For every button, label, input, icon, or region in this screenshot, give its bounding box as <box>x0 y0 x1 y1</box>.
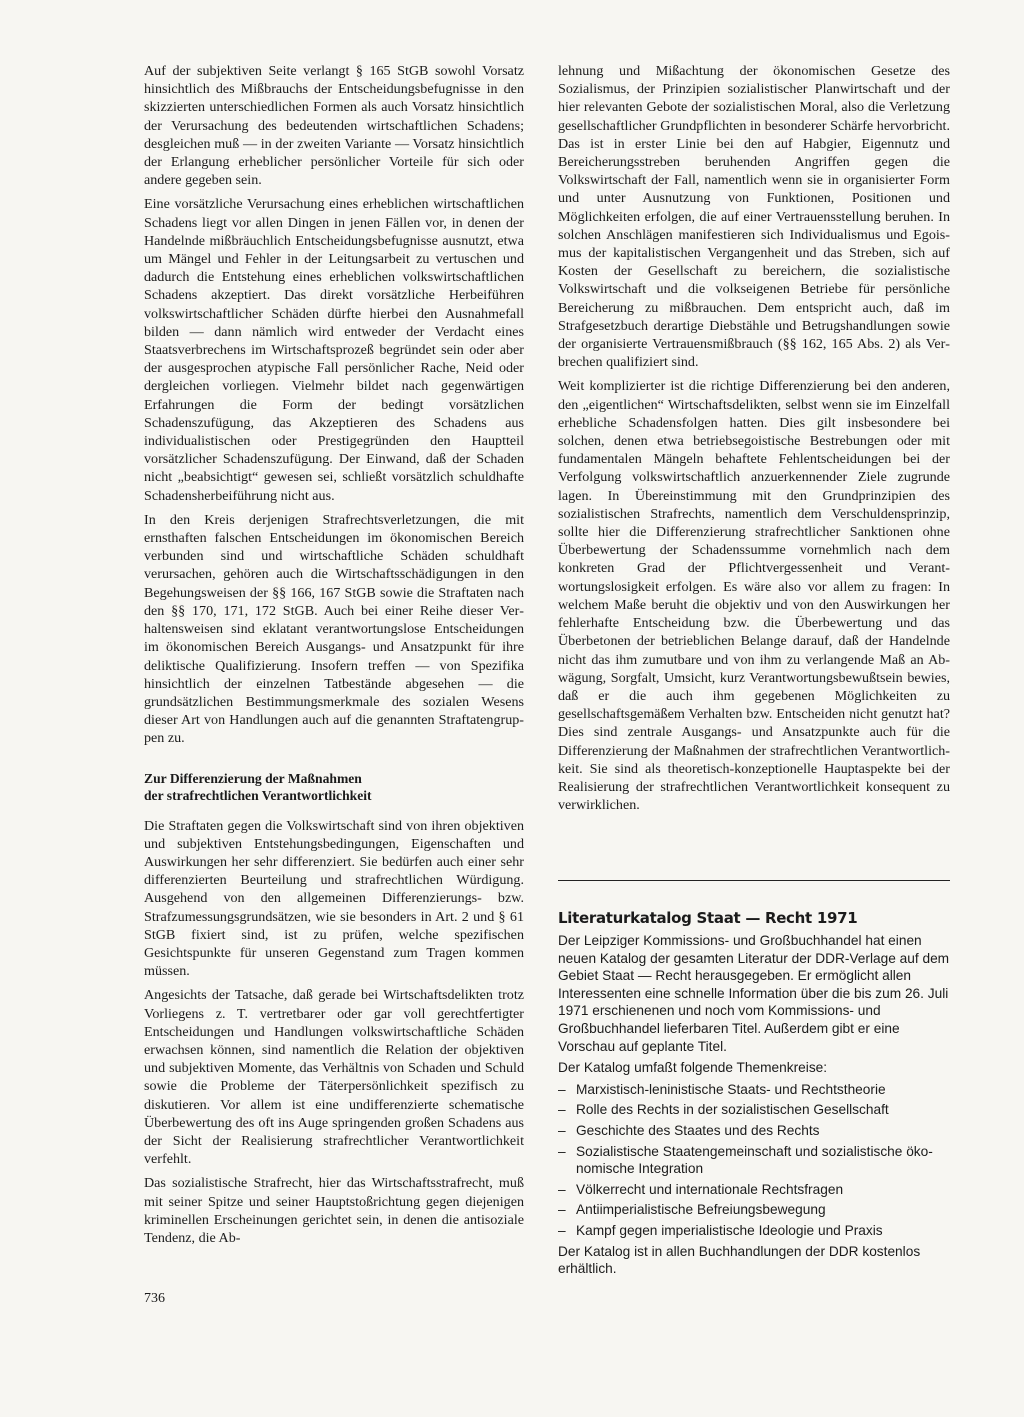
paragraph: Angesichts der Tatsache, daß gerade bei Wirtschaftsdelikten trotz Vorliegens z. T. vertretbarer oder gar voll gerechtfertigter Entscheidungen und Handlungen volkswirtschaftliche Schäden erwachsen können, sind namentlich die Relation der objektiven und subjektiven Momente, das Verhältnis von Schaden und Schuld sowie die Probleme der Täterpersönlichkeit spezifisch zu diskutieren. Vor allem ist eine undifferenzierte schematische Überbewertung des oft ins Auge springenden großen Schadens aus der Sicht der Realisierung strafrechtlicher Verantwortlichkeit verfehlt. <box>144 987 524 1168</box>
notice-closing: Der Katalog ist in allen Buchhandlungen der DDR kostenlos erhältlich. <box>558 1243 921 1277</box>
notice-topics-label: Der Katalog umfaßt folgende Themenkreise: <box>558 1060 828 1076</box>
page-number: 736 <box>144 1291 165 1306</box>
list-item: – Marxistisch-leninistische Staats- und Rechtstheorie <box>558 1081 950 1099</box>
list-item: – Sozialistische Staatengemeinschaft und sozialistische ökonomische Integration <box>558 1143 950 1178</box>
paragraph: Auf der subjektiven Seite verlangt § 165 StGB sowohl Vorsatz hinsichtlich des Mißbrauchs der Entscheidungsbefugnisse in den skizzierten unterschiedlichen Formen als auch Vorsatz hinsichtlich der Verursachung des bedeutenden wirtschaftlichen Schadens; desgleichen muß — in der zweiten Variante — Vorsatz hinsichtlich der Erlangung erheblicher persönlicher Vorteile für sich oder andere gegeben sein. <box>144 63 524 189</box>
notice-title: Literaturkatalog Staat — Recht 1971 <box>558 909 858 927</box>
paragraph: Das sozialistische Strafrecht, hier das Wirtschaftsstrafrecht, muß mit seiner Spitze und seiner Hauptstoßrichtung gegen diejenigen kriminellen Erscheinungen gerichtet sein, in denen die antisoziale Tendenz, die Ab- <box>144 1175 524 1246</box>
list-item: – Kampf gegen imperialistische Ideologie und Praxis <box>558 1222 950 1240</box>
list-item: – Antiimperialistische Befreiungsbewegung <box>558 1201 950 1219</box>
paragraph: Die Straftaten gegen die Volkswirtschaft sind von ihren objektiven und subjektiven Entstehungsbedingungen, Eigenschaften und Auswirkungen her sehr differenziert. Sie bedürfen auch einer sehr differenzierten Beurteilung und strafrechtlichen Würdigung. Ausgehend von den allgemeinen Differenzierungs- bzw. Strafzumessungsgrundsätzen, wie sie besonders in Art. 2 und § 61 StGB fixiert sind, ist zu prüfen, welche spezifischen Gesichtspunkte für unseren Gegenstand zum Tragen kommen müssen. <box>144 817 524 980</box>
list-item: – Völkerrecht und internationale Rechtsfragen <box>558 1181 950 1199</box>
list-item: – Rolle des Rechts in der sozialistischen Gesellschaft <box>558 1101 950 1119</box>
paragraph: Weit komplizierter ist die richtige Differenzierung bei den anderen, den „eigentlichen“ Wirtschaftsdelikten, selbst wenn sie im Einzelfall erhebliche Schadensfolgen hatten. Dies gilt insbesondere bei solchen, denen etwa betriebsegoistische Bestrebungen oder mit fundamentalen Mängeln behaftete Fehlentscheidungen bei der Verfolgung volkswirtschaftlich anzuerkennender Ziele zugrunde lagen. In Übereinstimmung mit den Grundprinzipien des sozialistischen Strafrechts, namentlich dem Verschuldensprinzip, sollte hier die Differenzierung strafrechtlicher Sanktionen ohne Überbewertung der Schadenssumme vornehmlich nach dem konkreten Grad der Pflichtvergessenheit und Verantwortungslosigkeit erfolgen. Es wäre also vor allem zu fragen: In welchem Maße beruht die objektiv und von den Auswirkungen her fehlerhafte Entscheidung bzw. die Überbewertung und das Überbetonen der betrieblichen Belange darauf, daß der Handelnde nicht das ihm zumutbare und von ihm zu verlangende Maß an Abwägung, Sorgfalt, Umsicht, kurz Verantwortungsbewußtsein bewies, daß er die auch ihm gegebenen Möglichkeiten zu gesellschaftsgemäßem Verhalten bzw. Entscheiden nicht genutzt hat? Dies sind zentrale Ausgangs- und Ansatzpunkte auch für die Differenzierung der Maßnahmen der strafrechtlichen Verantwortlichkeit. Sie sind als theoretisch-konzeptionelle Hauptaspekte bei der Realisierung der strafrechtlichen Verantwortlichkeit konsequent zu verwirklichen. <box>558 378 950 814</box>
notice-intro: Der Leipziger Kommissions- und Großbuchhandel hat einen neuen Katalog der gesamten Literatur der DDR-Verlage auf dem Gebiet Staat — Recht herausgegeben. Er ermöglicht allen Interessenten eine schnelle Information über die bis zum 26. Juli 1971 erschienenen und noch vom Kommissions- und Großbuchhandel lieferbaren Titel. Außerdem gibt er eine Vorschau auf geplante Titel. <box>558 933 950 1054</box>
section-heading-line: Zur Differenzierung der Maßnahmen <box>144 770 362 786</box>
literature-catalog-notice <box>558 880 950 1282</box>
paragraph: lehnung und Mißachtung der ökonomischen Gesetze des Sozialismus, der Prinzipien sozialistischer Planwirtschaft und der hier relevanten Gebote der sozialistischen Moral, also die Verletzung gesellschaftlicher Grundpflichten in besonderer Schärfe hervorbricht. Das ist in erster Linie bei den auf Habgier, Eigennutz und Bereicherungsstreben beruhenden Angriffen gegen die Volkswirtschaft der Fall, namentlich wenn sie in organisierter Form und unter Ausnutzung von Funktionen, Positionen und Möglichkeiten erfolgen, die auf einer Vertrauensstellung beruhen. In solchen Anschlägen manifestieren sich Individualismus und Egoismus der kapitalistischen Vergangenheit und das Streben, sich auf Kosten der Gesellschaft zu bereichern, die sozialistische Volkswirtschaft und die volkseigenen Betriebe für persönliche Bereicherung zu mißbrauchen. Dem entspricht auch, daß im Strafgesetzbuch derartige Diebstähle und Betrugshandlungen sowie der organisierte Vertrauensmißbrauch (§§ 162, 165 Abs. 2) als Verbrechen qualifiziert sind. <box>558 63 950 371</box>
divider <box>558 880 950 881</box>
list-item: – Geschichte des Staates und des Rechts <box>558 1122 950 1140</box>
left-column <box>144 62 524 1253</box>
topics-list <box>558 1081 950 1240</box>
right-column <box>558 62 950 820</box>
section-heading <box>144 770 524 804</box>
paragraph: Eine vorsätzliche Verursachung eines erheblichen wirtschaftlichen Schadens liegt vor allen Dingen in jenen Fällen vor, in denen der Handelnde mißbräuchlich Entscheidungsbefugnisse ausnutzt, etwa um Mängel und Fehler in der Leitungsarbeit zu vertuschen und dadurch die Entstehung eines erheblichen volkswirtschaftlichen Schadens akzeptiert. Das direkt vorsätzliche Herbeiführen volkswirtschaftlicher Schäden dürfte hierbei den Ausnahmefall bilden — dann nämlich wird entweder der Verdacht eines Staatsverbrechens im Wirtschaftsprozeß begründet sein oder aber der ausgesprochen atypische Fall persönlicher Rache, Neid oder dergleichen vorliegen. Vielmehr bildet nach gegenwärtigen Erfahrungen die Form der bedingt vorsätzlichen Schadenszufügung, das Akzeptieren des Schadens aus individualistischen oder Prestigegründen den Hauptteil vorsätzlicher Schadenszufügung. Der Einwand, daß der Schaden nicht „beabsichtigt“ gewesen sei, schließt vorsätzlich schuldhafte Schadensherbeiführung nicht aus. <box>144 196 524 504</box>
section-heading-line: der strafrechtlichen Verantwortlichkeit <box>144 787 372 803</box>
paragraph: In den Kreis derjenigen Strafrechtsverletzungen, die mit ernsthaften falschen Entscheidungen im ökonomischen Bereich verbunden sind und wirtschaftliche Schäden schuldhaft verursachen, gehören auch die Wirtschaftsschädigungen in den Begehungsweisen der §§ 166, 167 StGB sowie die Straftaten nach den §§ 170, 171, 172 StGB. Auch bei einer Reihe dieser Verhaltensweisen sind eklatant verantwortungslose Entscheidungen im ökonomischen Bereich Ausgangs- und Ansatzpunkt für ihre deliktische Qualifizierung. Insofern treffen — von Spezifika hinsichtlich der einzelnen Tatbestände abgesehen — die grundsätzlichen Bestimmungsmerkmale des sozialen Wesens dieser Art von Handlungen auch auf die genannten Straftatengruppen zu. <box>144 511 524 747</box>
